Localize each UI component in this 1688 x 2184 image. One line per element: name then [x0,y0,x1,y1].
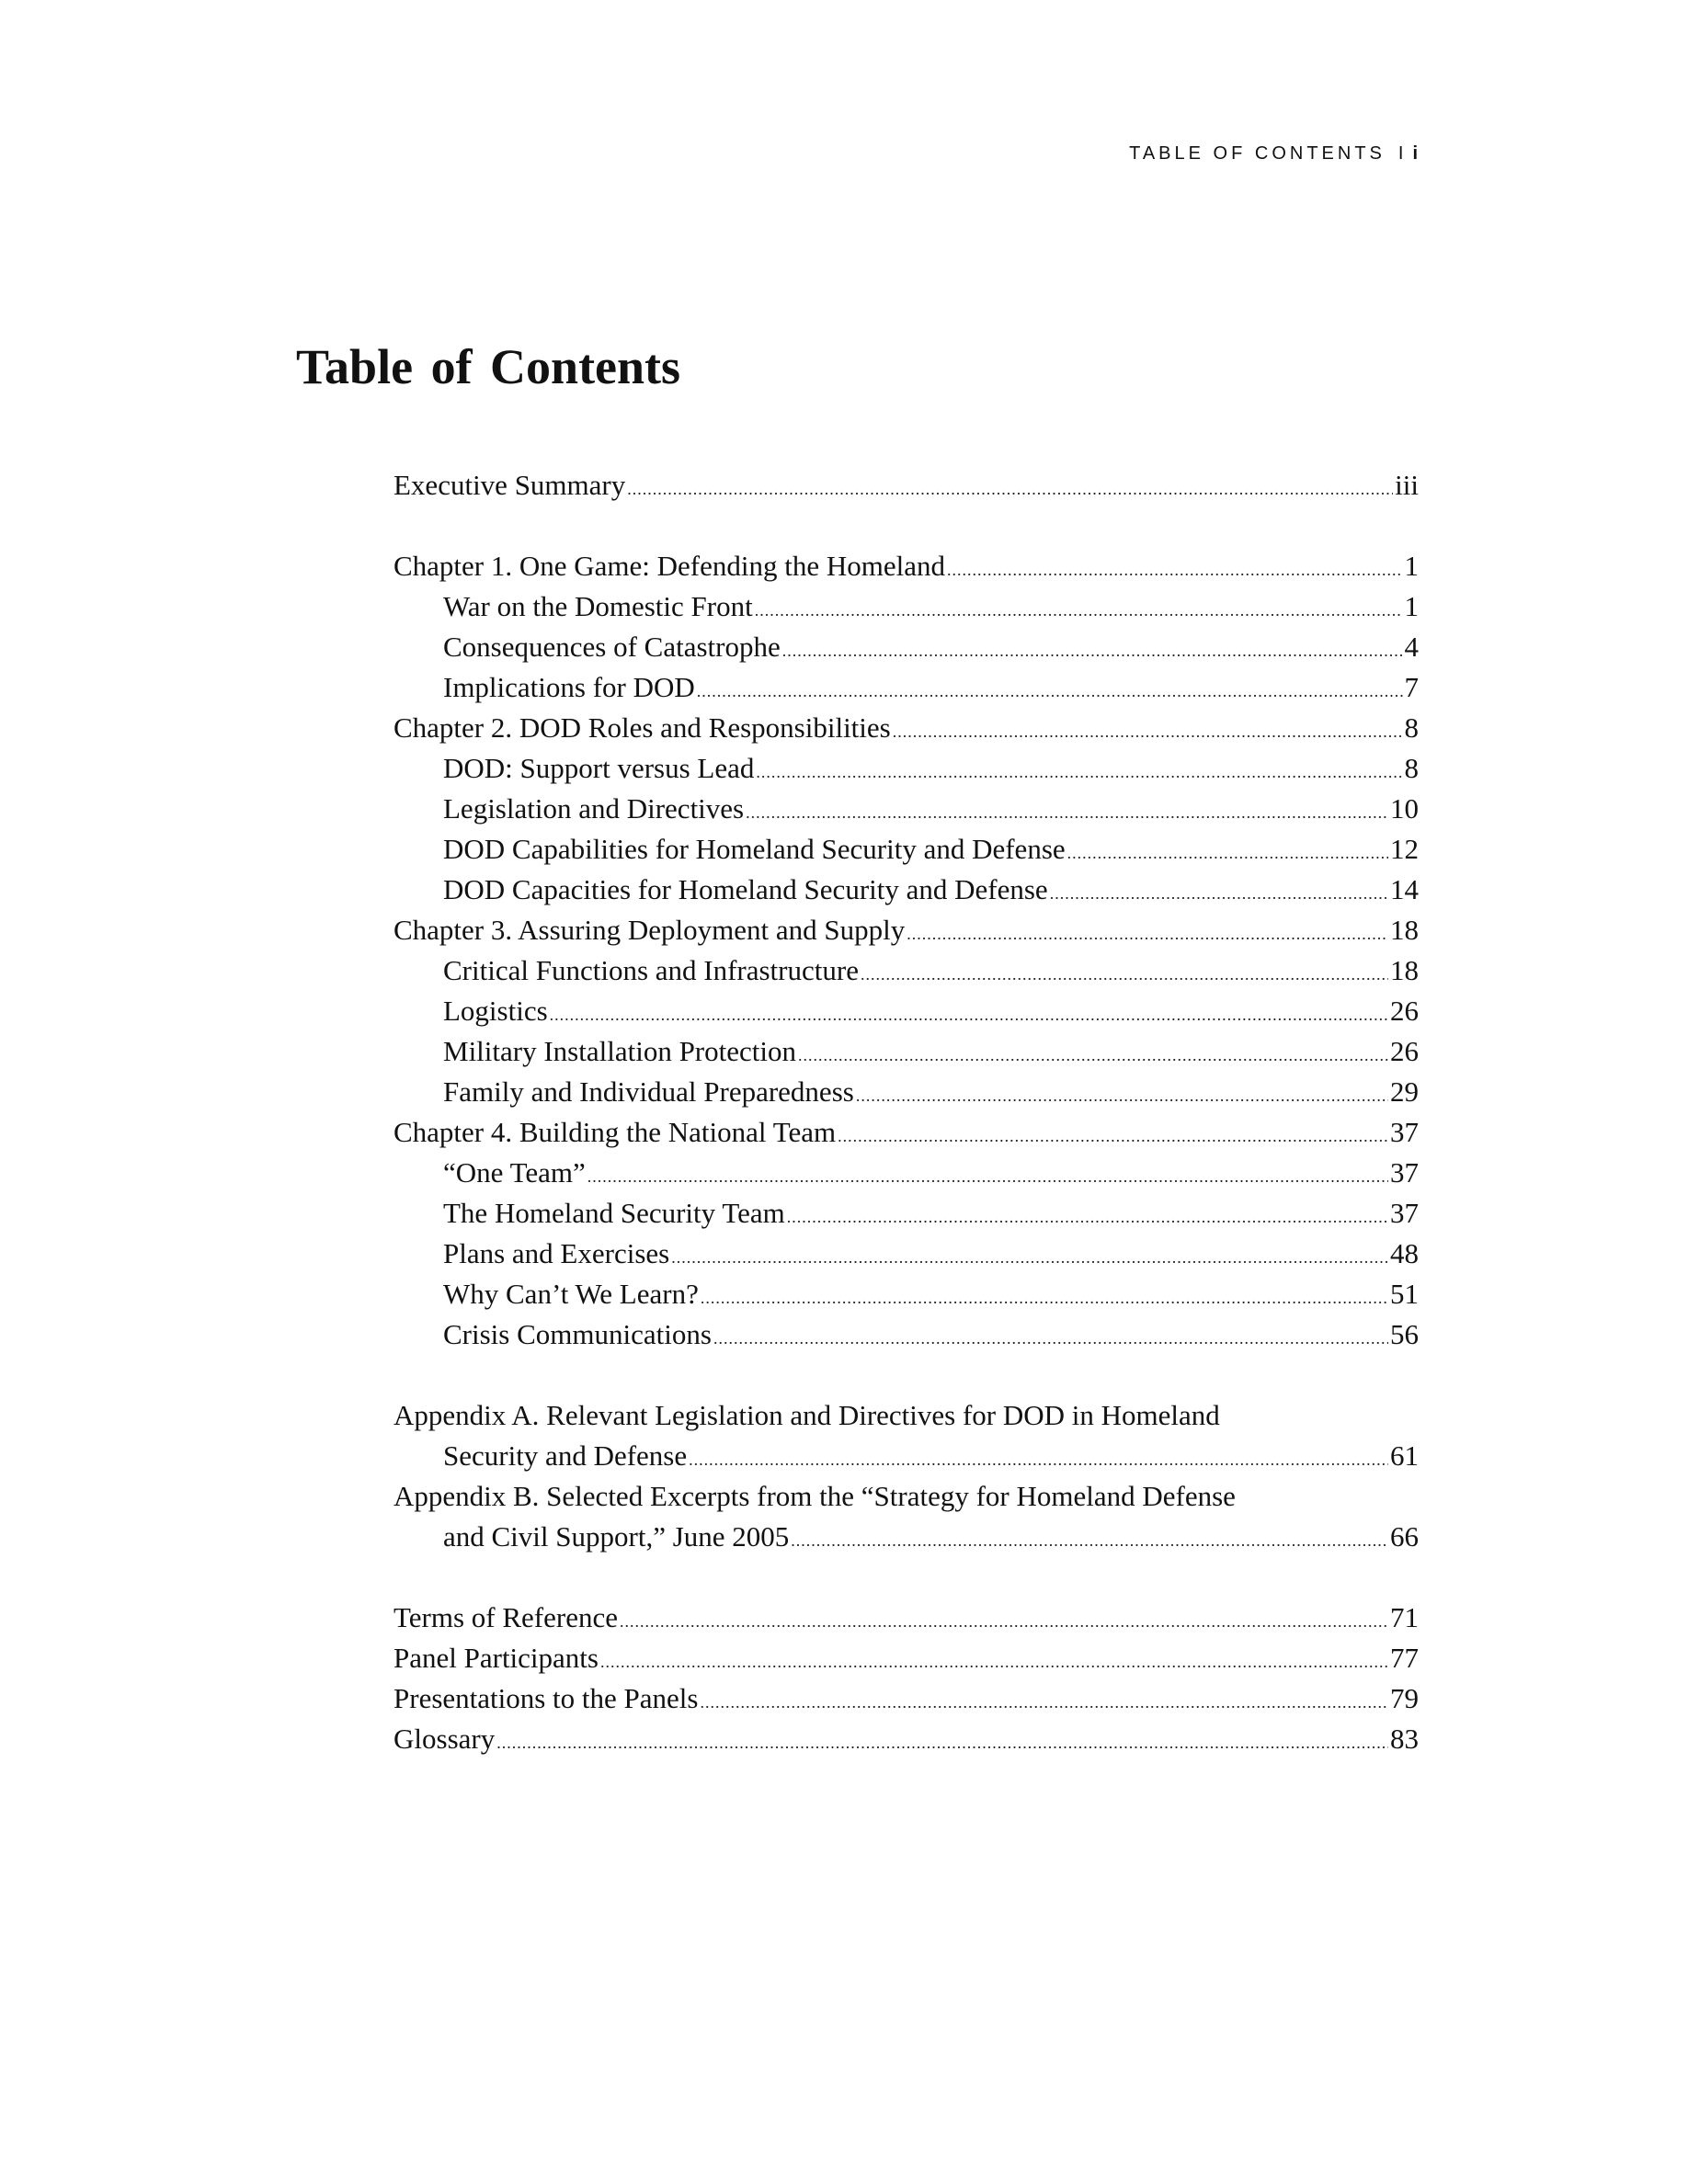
toc-entry-page: 26 [1390,1035,1419,1067]
dot-leader [689,1436,1388,1480]
toc-entry-page: 29 [1390,1075,1419,1108]
toc-entry-label: Terms of Reference [393,1601,618,1633]
toc-entry-page: 79 [1390,1682,1419,1714]
running-head-text: TABLE OF CONTENTS [1129,143,1386,164]
toc-entry-label: Plans and Exercises [443,1237,670,1269]
toc-entry-label-line1: Appendix B. Selected Excerpts from the “Strategy for Homeland Defense [393,1480,1236,1512]
toc-entry-page: 14 [1390,873,1419,905]
toc-entry-label: Military Installation Protection [443,1035,796,1067]
toc-group-back-matter [393,1598,1419,1759]
toc-entry-section[interactable] [393,1234,1419,1274]
toc-group-chapters [393,546,1419,1355]
dot-leader [496,1719,1388,1763]
toc-entry-label: Consequences of Catastrophe [443,631,781,663]
toc-entry-label: War on the Domestic Front [443,590,753,622]
toc-entry-page: 51 [1390,1278,1419,1310]
toc-entry[interactable] [393,1678,1419,1719]
toc-entry-section[interactable] [393,1193,1419,1234]
dot-leader [701,1274,1388,1318]
toc-entry-label: Legislation and Directives [443,792,745,825]
toc-entry-section[interactable] [393,789,1419,829]
toc-entry-section[interactable] [393,829,1419,870]
toc-entry-page: 61 [1390,1439,1419,1472]
toc-entry-section[interactable] [393,950,1419,991]
toc-group-appendices [393,1395,1419,1557]
toc-entry-label: The Homeland Security Team [443,1197,785,1229]
dot-leader [861,950,1388,995]
toc-entry[interactable] [393,1598,1419,1638]
toc-entry-continuation [393,1436,1419,1476]
toc-entry-page: 7 [1404,671,1419,703]
toc-entry-label: Panel Participants [393,1642,599,1674]
dot-leader [1050,870,1388,914]
dot-leader [620,1598,1388,1642]
toc-entry-page: iii [1395,469,1419,501]
toc-entry-page: 8 [1404,752,1419,784]
dot-leader [838,1112,1388,1156]
toc-entry[interactable] [393,1719,1419,1759]
running-head-page-number: i [1412,143,1418,164]
toc-entry-section[interactable] [393,1072,1419,1112]
dot-leader [791,1517,1388,1561]
toc-entry-label-line1: Appendix A. Relevant Legislation and Directives for DOD in Homeland [393,1399,1220,1431]
toc-entry-page: 71 [1390,1601,1419,1633]
toc-entry-label-line2: Security and Defense [443,1439,688,1472]
toc-entry-label: Executive Summary [393,469,626,501]
toc-entry-label: Chapter 1. One Game: Defending the Homeland [393,550,946,582]
page-title: Table of Contents [296,339,681,394]
dot-leader [947,546,1402,590]
toc-entry-page: 1 [1404,550,1419,582]
toc-entry-label: DOD: Support versus Lead [443,752,755,784]
dot-leader [671,1234,1388,1278]
toc-entry-label: “One Team” [443,1156,586,1189]
running-head [1129,143,1418,165]
toc-entry-section[interactable] [393,667,1419,708]
dot-leader [746,789,1388,833]
dot-leader [756,748,1402,792]
toc-entry-page: 18 [1390,914,1419,946]
dot-leader [755,586,1403,631]
dot-leader [697,667,1403,711]
toc-entry-section[interactable] [393,1031,1419,1072]
dot-leader [550,991,1388,1035]
toc-entry-label: Chapter 4. Building the National Team [393,1116,837,1148]
running-head-separator: I [1397,143,1404,164]
dot-leader [700,1678,1388,1723]
toc-entry-page: 8 [1404,711,1419,744]
dot-leader [713,1314,1388,1359]
toc-entry-page: 37 [1390,1156,1419,1189]
toc-entry-section[interactable] [393,748,1419,789]
toc-entry-page: 12 [1390,833,1419,865]
toc-entry[interactable] [393,465,1419,506]
toc-entry-section[interactable] [393,1153,1419,1193]
dot-leader [907,910,1388,954]
toc-entry-page: 37 [1390,1197,1419,1229]
toc-entry-continuation [393,1517,1419,1557]
toc-entry-section[interactable] [393,627,1419,667]
toc-entry-section[interactable] [393,586,1419,627]
toc-entry-label: Why Can’t We Learn? [443,1278,699,1310]
toc-entry-page: 48 [1390,1237,1419,1269]
toc-entry-label: Glossary [393,1723,496,1755]
toc-entry-appendix[interactable] [393,1395,1419,1476]
toc-entry-label: Presentations to the Panels [393,1682,699,1714]
toc-entry-chapter[interactable] [393,708,1419,748]
toc-entry-label: Critical Functions and Infrastructure [443,954,859,986]
dot-leader [856,1072,1388,1116]
toc-group-front [393,465,1419,506]
dot-leader [1067,829,1388,873]
toc-entry-section[interactable] [393,1274,1419,1314]
toc-entry-chapter[interactable] [393,546,1419,586]
toc-entry-section[interactable] [393,991,1419,1031]
toc-entry-page: 18 [1390,954,1419,986]
toc-entry-label-line2: and Civil Support,” June 2005 [443,1520,790,1553]
toc-entry-section[interactable] [393,870,1419,910]
dot-leader [627,465,1393,509]
toc-entry-page: 83 [1390,1723,1419,1755]
toc-entry-page: 26 [1390,995,1419,1027]
toc-entry-section[interactable] [393,1314,1419,1355]
dot-leader [787,1193,1388,1237]
toc-entry[interactable] [393,1638,1419,1678]
toc-entry-page: 10 [1390,792,1419,825]
toc-entry-page: 4 [1404,631,1419,663]
toc-entry-page: 77 [1390,1642,1419,1674]
toc-entry-page: 56 [1390,1318,1419,1350]
dot-leader [587,1153,1388,1197]
toc-entry-label: DOD Capacities for Homeland Security and Defense [443,873,1048,905]
toc-entry-label: Crisis Communications [443,1318,712,1350]
toc-entry-page: 37 [1390,1116,1419,1148]
toc-entry-chapter[interactable] [393,1112,1419,1153]
toc-entry-label: Chapter 3. Assuring Deployment and Supply [393,914,906,946]
toc-entry-label: Logistics [443,995,548,1027]
toc-entry-label: Family and Individual Preparedness [443,1075,854,1108]
dot-leader [600,1638,1388,1682]
toc-entry-page: 1 [1404,590,1419,622]
toc-entry-chapter[interactable] [393,910,1419,950]
dot-leader [798,1031,1388,1075]
toc-entry-label: Chapter 2. DOD Roles and Responsibilities [393,711,891,744]
table-of-contents [393,465,1419,1759]
toc-entry-page: 66 [1390,1520,1419,1553]
toc-entry-label: Implications for DOD [443,671,695,703]
toc-entry-label: DOD Capabilities for Homeland Security and Defense [443,833,1066,865]
toc-entry-appendix[interactable] [393,1476,1419,1557]
dot-leader [782,627,1403,671]
dot-leader [893,708,1403,752]
